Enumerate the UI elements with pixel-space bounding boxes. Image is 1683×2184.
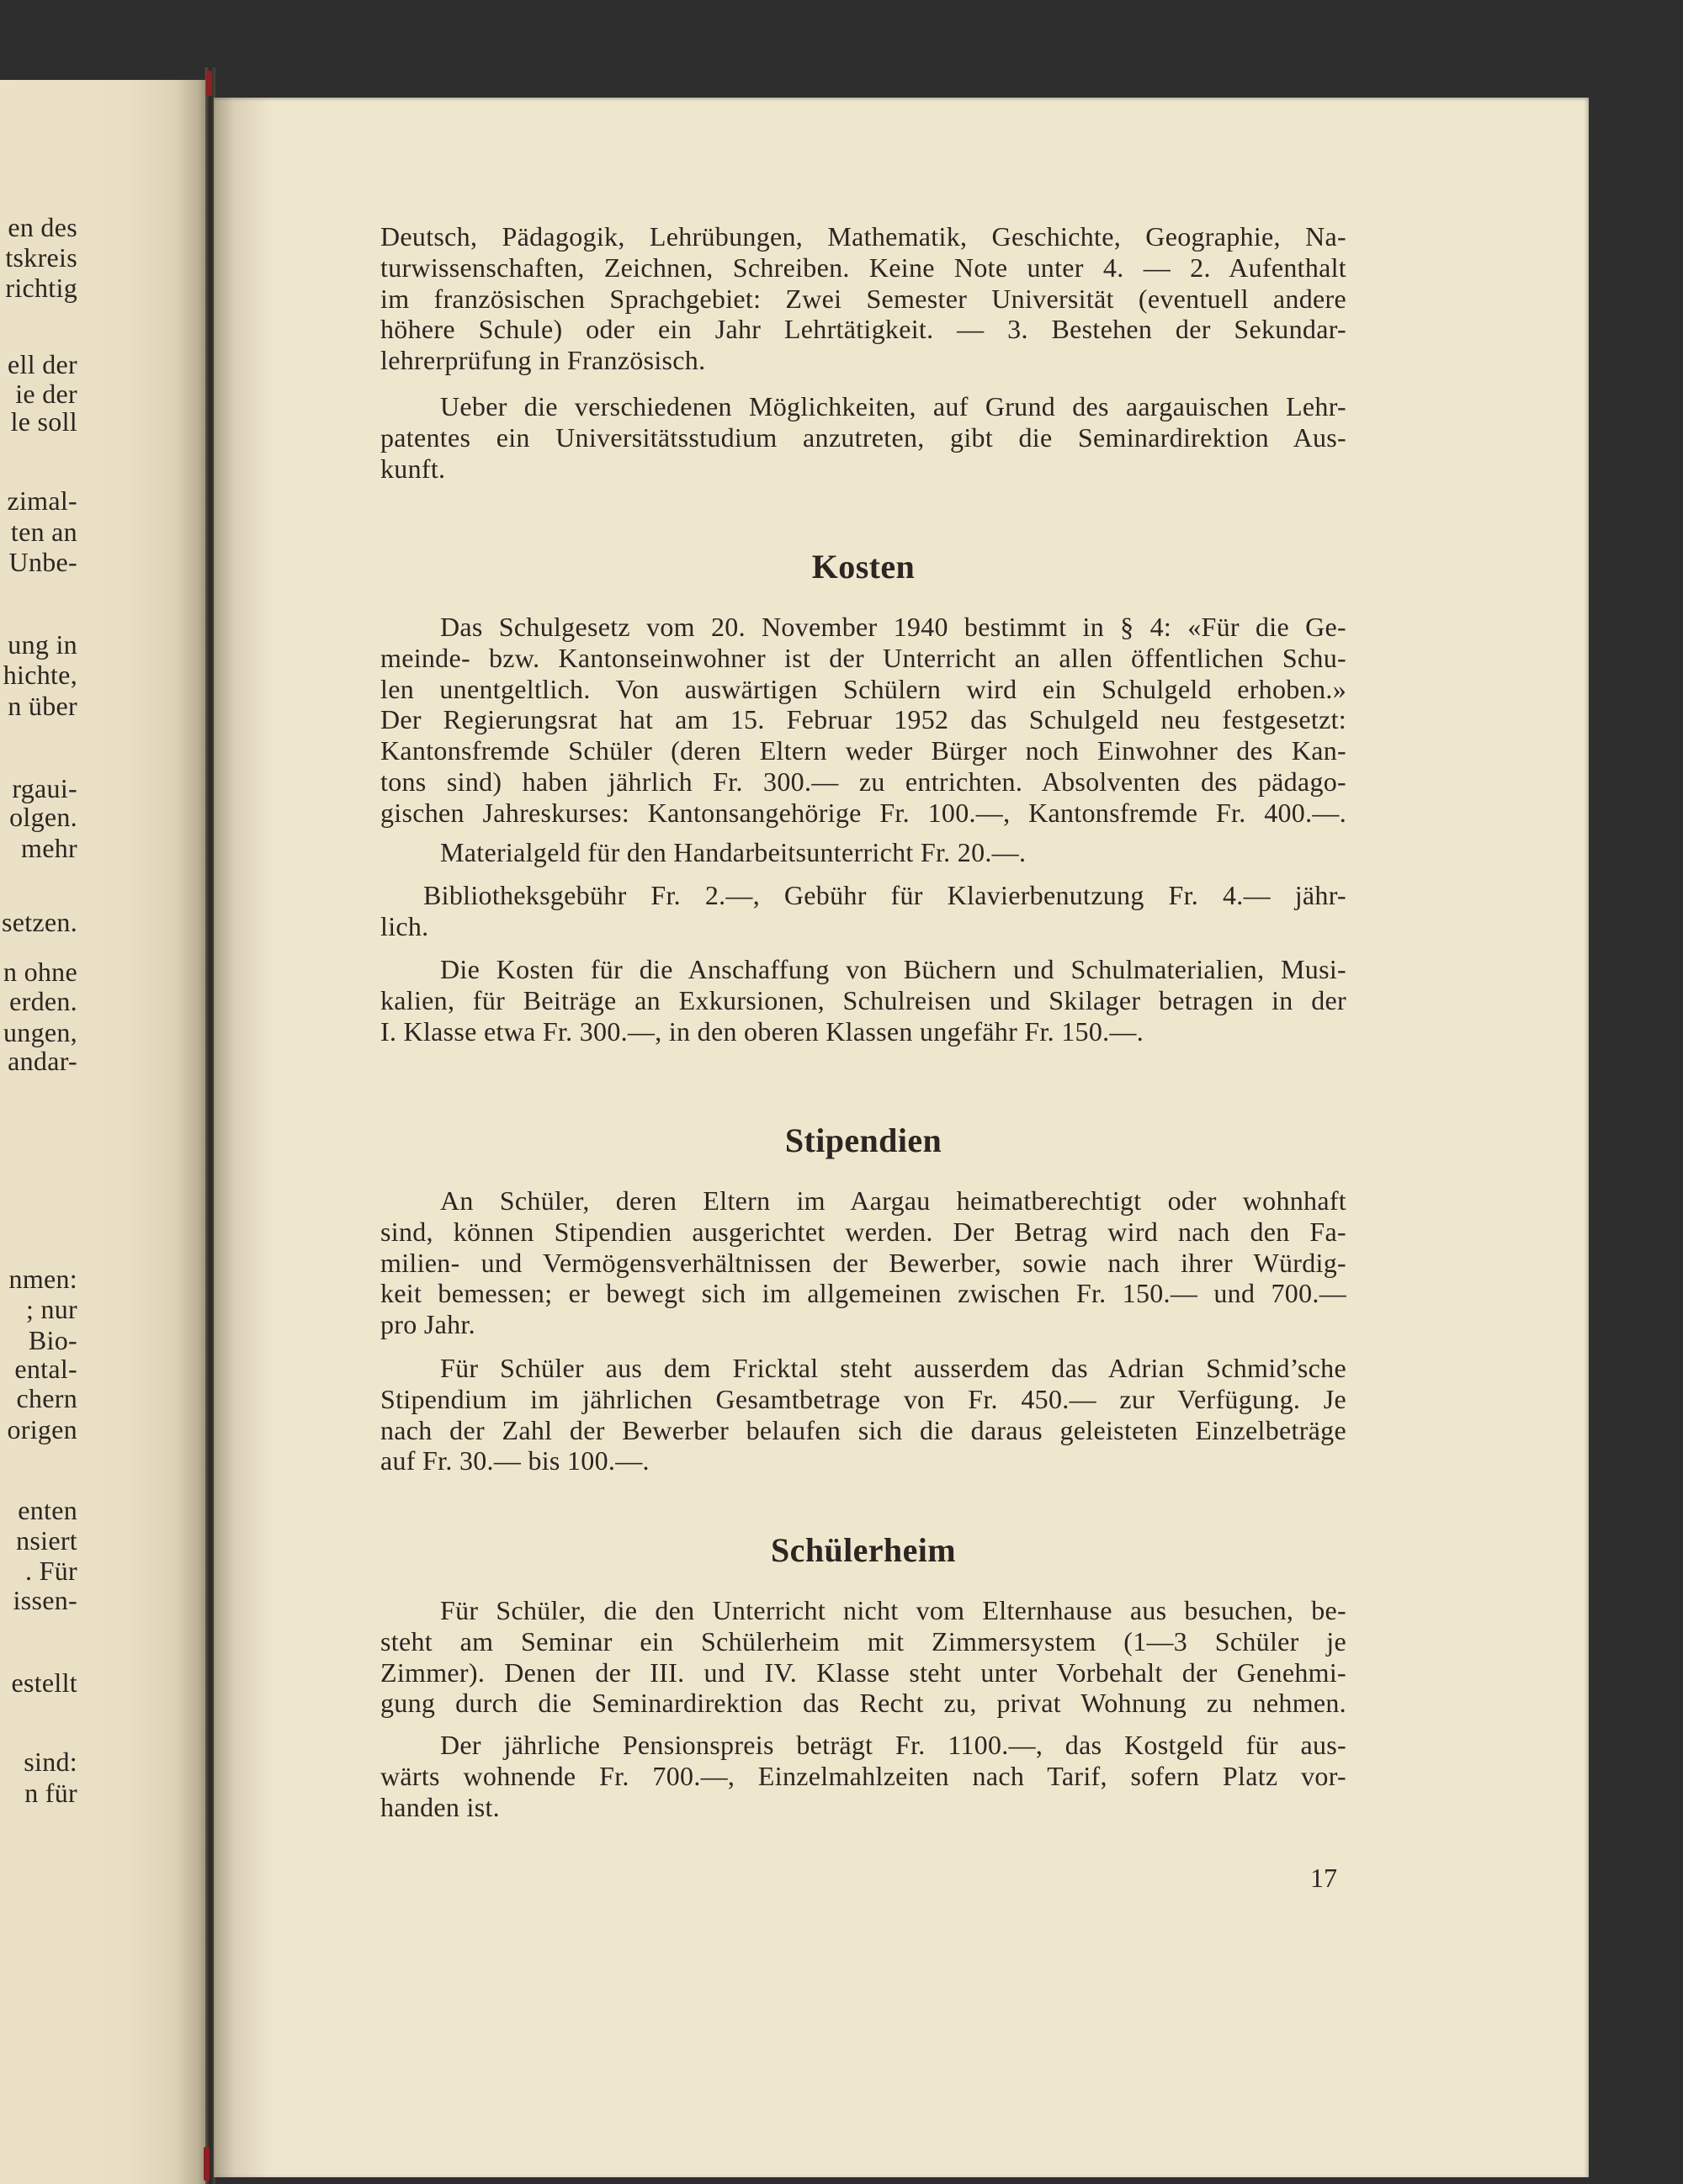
paragraph-line: keit bemessen; er bewegt sich im allgemeinen zwischen Fr. 150.— und 700.—: [380, 1278, 1346, 1309]
paragraph-line: Stipendium im jährlichen Gesamtbetrage von Fr. 450.— zur Verfügung. Je: [380, 1383, 1346, 1414]
left-page-fragment: sind:: [24, 1747, 77, 1777]
binding-thread-top: [206, 71, 212, 96]
left-page-fragment: ell der: [8, 349, 77, 379]
paragraph: [380, 391, 1346, 484]
paragraph-line: Kantonsfremde Schüler (deren Eltern weder Bürger noch Einwohner des Kan-: [380, 735, 1346, 766]
paragraph-line: gung durch die Seminardirektion das Recht zu, privat Wohnung zu nehmen.: [380, 1688, 1346, 1719]
paragraph-line: Ueber die verschiedenen Möglichkeiten, auf Grund des aargauischen Lehr-: [440, 391, 1346, 421]
paragraph-line: Zimmer). Denen der III. und IV. Klasse steht unter Vorbehalt der Genehmi-: [380, 1657, 1346, 1688]
left-page-fragment: ; nur: [25, 1294, 77, 1324]
right-page: [214, 98, 1589, 2177]
section-heading-schuelerheim: Schülerheim: [771, 1531, 956, 1569]
left-page-fragment: nsiert: [16, 1525, 77, 1556]
paragraph-line: Materialgeld für den Handarbeitsunterricht Fr. 20.—.: [440, 837, 1027, 867]
binding-thread-bottom: [204, 2147, 210, 2181]
left-page-fragment: en des: [8, 212, 77, 242]
left-page-fragment: zimal-: [7, 485, 77, 516]
paragraph-line: milien- und Vermögensverhältnissen der Bewerber, sowie nach ihrer Würdig-: [380, 1247, 1346, 1278]
paragraph-line: Für Schüler aus dem Fricktal steht ausserdem das Adrian Schmid’sche: [440, 1353, 1346, 1383]
paragraph-line: auf Fr. 30.— bis 100.—.: [380, 1445, 650, 1476]
left-page-fragment: tskreis: [5, 242, 77, 273]
paragraph-line: sind, können Stipendien ausgerichtet werden. Der Betrag wird nach den Fa-: [380, 1216, 1346, 1247]
left-page-fragment: olgen.: [9, 802, 77, 832]
left-page: [0, 80, 209, 2184]
paragraph-line: Das Schulgesetz vom 20. November 1940 bestimmt in § 4: «Für die Ge-: [440, 612, 1346, 642]
paragraph: [380, 1595, 1346, 1719]
paragraph: [380, 880, 1346, 942]
left-page-fragment: setzen.: [1, 907, 77, 937]
paragraph-line: Bibliotheksgebühr Fr. 2.—, Gebühr für Klavierbenutzung Fr. 4.— jähr-: [423, 880, 1346, 910]
paragraph-line: patentes ein Universitätsstudium anzutreten, gibt die Seminardirektion Aus-: [380, 421, 1346, 453]
left-page-fragment: Bio-: [28, 1325, 77, 1355]
paragraph: [380, 612, 1346, 829]
paragraph-line: meinde- bzw. Kantonseinwohner ist der Unterricht an allen öffentlichen Schu-: [380, 642, 1346, 673]
left-page-fragment: ung in: [8, 629, 77, 660]
paragraph-line: höhere Schule) oder ein Jahr Lehrtätigkeit. — 3. Bestehen der Sekundar-: [380, 314, 1346, 345]
left-page-fragment: n für: [24, 1778, 77, 1808]
section-heading-stipendien: Stipendien: [784, 1121, 942, 1159]
paragraph-line: Der Regierungsrat hat am 15. Februar 1952 das Schulgeld neu festgesetzt:: [380, 704, 1346, 735]
left-page-fragment: estellt: [11, 1667, 77, 1698]
paragraph: [380, 1185, 1346, 1340]
paragraph: [380, 221, 1346, 376]
left-page-fragment: chern: [16, 1383, 77, 1413]
paragraph-line: Die Kosten für die Anschaffung von Büchern und Schulmaterialien, Musi-: [440, 954, 1346, 984]
paragraph-line: gischen Jahreskurses: Kantonsangehörige Fr. 100.—, Kantonsfremde Fr. 400.—.: [380, 797, 1346, 828]
paragraph: [380, 954, 1346, 1047]
paragraph-line: kalien, für Beiträge an Exkursionen, Schulreisen und Skilager betragen in der: [380, 984, 1346, 1015]
left-page-fragment: nmen:: [8, 1264, 77, 1294]
page-number: 17: [1310, 1863, 1337, 1893]
paragraph-line: Deutsch, Pädagogik, Lehrübungen, Mathematik, Geschichte, Geographie, Na-: [380, 221, 1346, 252]
paragraph: [380, 837, 1346, 868]
left-page-fragment: erden.: [9, 986, 77, 1016]
paragraph-line: im französischen Sprachgebiet: Zwei Semester Universität (eventuell andere: [380, 283, 1346, 314]
left-page-fragment: issen-: [13, 1585, 77, 1615]
left-page-fragment: hichte,: [3, 660, 77, 690]
paragraph-line: I. Klasse etwa Fr. 300.—, in den oberen Klassen ungefähr Fr. 150.—.: [380, 1015, 1144, 1047]
left-page-fragment: le soll: [10, 406, 77, 437]
paragraph-line: pro Jahr.: [380, 1309, 475, 1340]
paragraph-line: kunft.: [380, 453, 446, 484]
left-page-fragment: Unbe-: [8, 547, 77, 577]
paragraph-line: An Schüler, deren Eltern im Aargau heimatberechtigt oder wohnhaft: [440, 1185, 1346, 1216]
paragraph-line: len unentgeltlich. Von auswärtigen Schülern wird ein Schulgeld erhoben.»: [380, 673, 1346, 704]
left-page-fragment: rgaui-: [12, 773, 77, 803]
left-page-fragment: mehr: [21, 833, 77, 863]
paragraph-line: tons sind) haben jährlich Fr. 300.— zu entrichten. Absolventen des pädago-: [380, 766, 1346, 797]
paragraph-line: Der jährliche Pensionspreis beträgt Fr. 1100.—, das Kostgeld für aus-: [440, 1730, 1346, 1760]
paragraph-line: handen ist.: [380, 1791, 500, 1822]
paragraph-line: Für Schüler, die den Unterricht nicht vom Elternhause aus besuchen, be-: [440, 1595, 1346, 1625]
left-page-fragment: enten: [18, 1495, 77, 1525]
paragraph-line: steht am Seminar ein Schülerheim mit Zimmersystem (1—3 Schüler je: [380, 1625, 1346, 1657]
left-page-fragment: ten an: [10, 517, 77, 547]
left-page-fragment: andar-: [8, 1046, 77, 1076]
paragraph-line: lehrerprüfung in Französisch.: [380, 345, 706, 376]
left-page-fragment: ungen,: [3, 1017, 77, 1047]
paragraph: [380, 1730, 1346, 1822]
paragraph-line: turwissenschaften, Zeichnen, Schreiben. Keine Note unter 4. — 2. Aufenthalt: [380, 252, 1346, 283]
left-page-fragment: . Für: [25, 1556, 77, 1586]
left-page-fragment: origen: [7, 1414, 77, 1445]
left-page-fragment: ie der: [15, 379, 77, 409]
section-heading-kosten: Kosten: [811, 548, 916, 586]
left-page-fragment: n über: [8, 691, 77, 721]
left-page-fragment: n ohne: [3, 957, 77, 987]
paragraph: [380, 1353, 1346, 1476]
left-page-fragment: ental-: [14, 1354, 77, 1384]
gutter-shadow: [214, 98, 273, 2177]
left-page-fragment: richtig: [5, 273, 77, 303]
paragraph-line: wärts wohnende Fr. 700.—, Einzelmahlzeiten nach Tarif, sofern Platz vor-: [380, 1760, 1346, 1791]
paragraph-line: lich.: [380, 910, 429, 941]
paragraph-line: nach der Zahl der Bewerber belaufen sich die daraus geleisteten Einzelbeträge: [380, 1414, 1346, 1445]
